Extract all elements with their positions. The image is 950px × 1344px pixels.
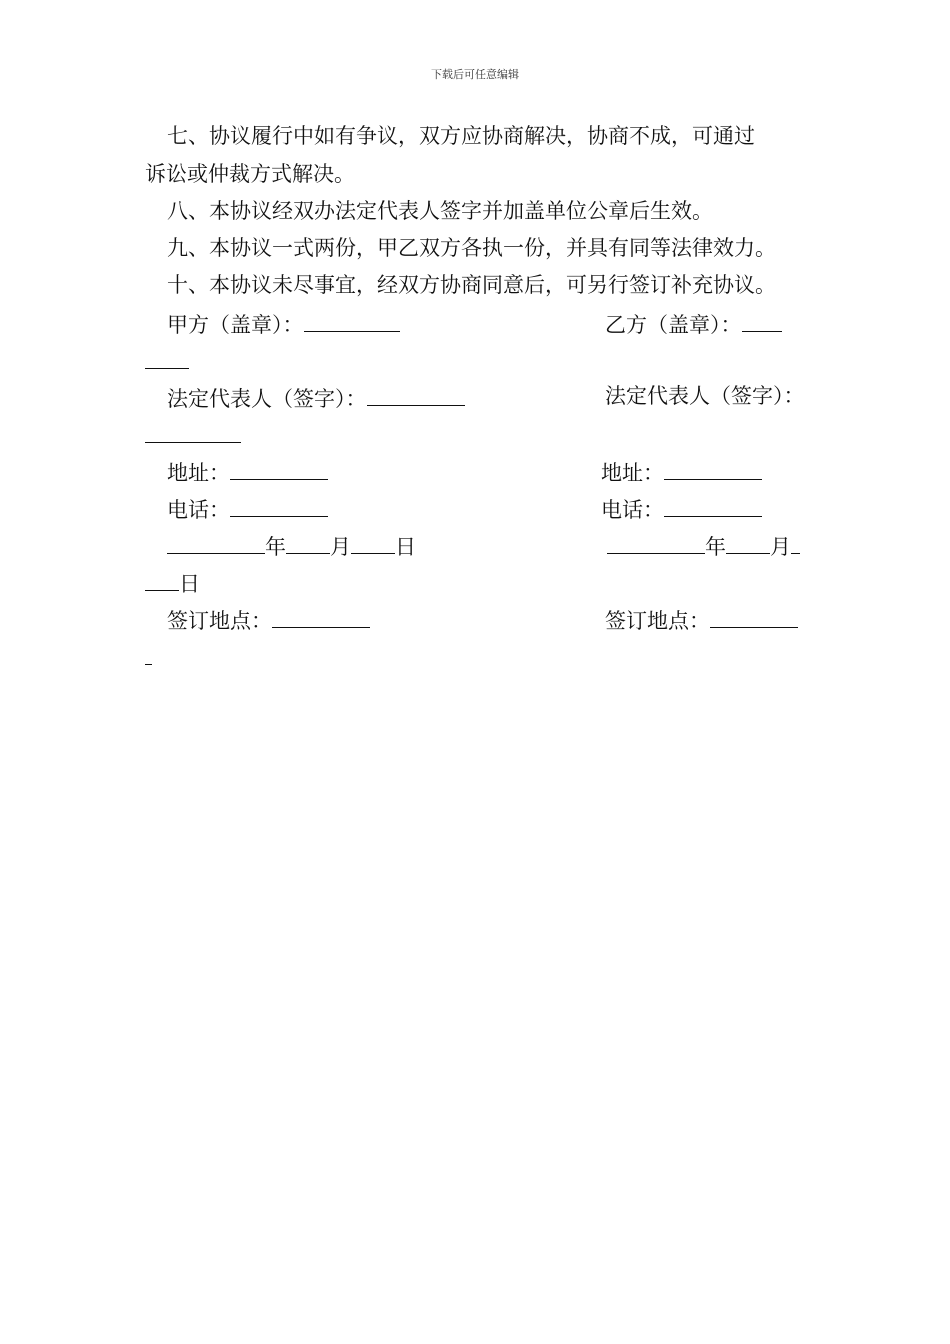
party-b-place-row xyxy=(605,600,798,640)
party-b-place-blank[interactable] xyxy=(710,600,798,628)
party-b-seal-blank[interactable] xyxy=(742,304,782,332)
party-a-place-blank[interactable] xyxy=(272,600,370,628)
party-a-place-label: 签订地点： xyxy=(167,609,272,633)
party-b-seal-blank-continued[interactable] xyxy=(145,341,189,369)
party-a-rep-row xyxy=(167,378,465,418)
party-b-place-label: 签订地点： xyxy=(605,609,710,633)
party-a-seal-blank[interactable] xyxy=(304,304,400,332)
party-a-seal-label: 甲方（盖章）： xyxy=(167,313,304,337)
party-b-place-wrap xyxy=(145,637,152,677)
party-b-day-blank[interactable] xyxy=(791,526,800,554)
party-b-rep-row xyxy=(605,378,805,415)
party-b-day-wrap xyxy=(145,563,200,603)
party-a-address-label: 地址： xyxy=(167,461,230,485)
party-a-day-blank[interactable] xyxy=(351,526,395,554)
party-a-month-blank[interactable] xyxy=(286,526,330,554)
party-a-address-row xyxy=(167,452,328,492)
party-b-rep-blank-wrap xyxy=(145,415,241,455)
party-b-date-row xyxy=(607,526,800,566)
party-b-seal-label: 乙方（盖章）： xyxy=(605,313,742,337)
party-a-rep-label: 法定代表人（签字）： xyxy=(167,387,367,411)
party-b-address-label: 地址： xyxy=(601,461,664,485)
page-header-note: 下载后可任意编辑 xyxy=(431,68,519,81)
party-a-year-blank[interactable] xyxy=(167,526,265,554)
party-a-day-label: 日 xyxy=(395,535,416,559)
party-b-month-blank[interactable] xyxy=(726,526,770,554)
party-a-phone-label: 电话： xyxy=(167,498,230,522)
party-b-year-blank[interactable] xyxy=(607,526,705,554)
party-b-phone-row xyxy=(601,489,762,529)
clause-8: 八、本协议经双办法定代表人签字并加盖单位公章后生效。 xyxy=(167,199,713,223)
clause-7-line-1: 七、协议履行中如有争议，双方应协商解决，协商不成，可通过 xyxy=(167,124,755,148)
party-a-month-label: 月 xyxy=(330,535,351,559)
party-a-address-blank[interactable] xyxy=(230,452,328,480)
party-b-rep-blank[interactable] xyxy=(145,415,241,443)
clause-7-line-2: 诉讼或仲裁方式解决。 xyxy=(145,162,355,186)
party-b-seal-row xyxy=(605,304,782,344)
party-a-rep-blank[interactable] xyxy=(367,378,465,406)
party-a-seal-row xyxy=(167,304,400,344)
party-b-rep-label: 法定代表人（签字）： xyxy=(605,384,805,408)
party-b-day-blank-continued[interactable] xyxy=(145,563,179,591)
party-b-address-blank[interactable] xyxy=(664,452,762,480)
party-b-phone-label: 电话： xyxy=(601,498,664,522)
clause-9: 九、本协议一式两份，甲乙双方各执一份，并具有同等法律效力。 xyxy=(167,236,776,260)
party-b-year-label: 年 xyxy=(705,535,726,559)
party-b-month-label: 月 xyxy=(770,535,791,559)
party-a-place-row xyxy=(167,600,370,640)
party-b-seal-blank-wrap xyxy=(145,341,189,381)
party-b-day-label: 日 xyxy=(179,572,200,596)
party-b-phone-blank[interactable] xyxy=(664,489,762,517)
party-a-phone-row xyxy=(167,489,328,529)
party-a-year-label: 年 xyxy=(265,535,286,559)
party-b-address-row xyxy=(601,452,762,492)
party-b-place-blank-continued[interactable] xyxy=(145,637,152,665)
party-a-phone-blank[interactable] xyxy=(230,489,328,517)
party-a-date-row xyxy=(167,526,416,566)
clause-10: 十、本协议未尽事宜，经双方协商同意后，可另行签订补充协议。 xyxy=(167,273,776,297)
